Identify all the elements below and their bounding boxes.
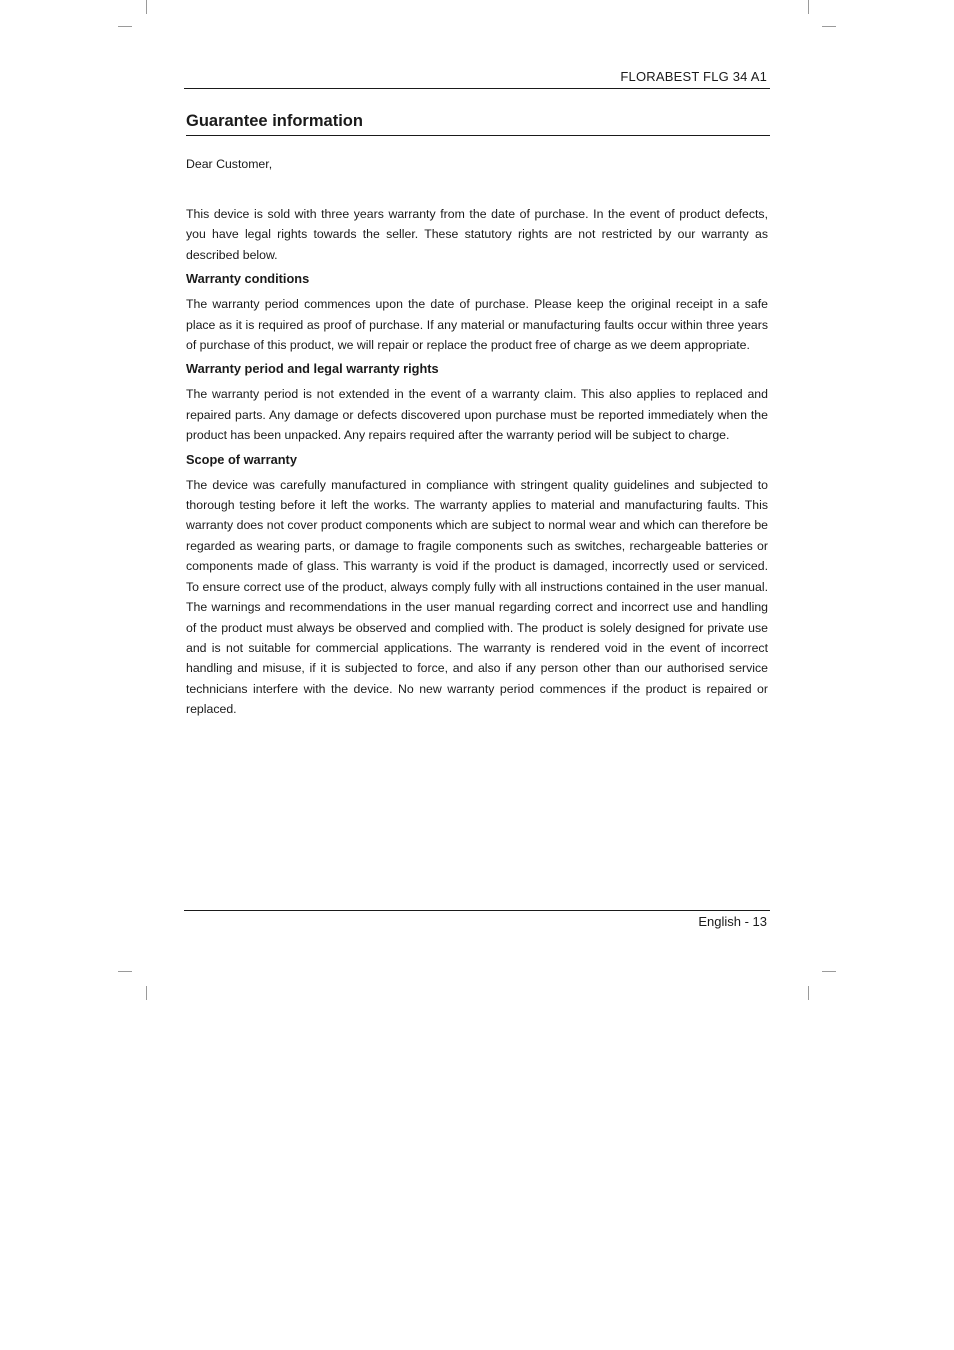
title-rule	[186, 135, 770, 136]
greeting: Dear Customer,	[186, 157, 273, 171]
crop-mark-top-right-horizontal	[822, 26, 836, 27]
crop-mark-top-left-vertical	[146, 0, 147, 14]
intro-paragraph: This device is sold with three years warranty from the date of purchase. In the event of product defects, you have legal rights towards the seller. These statutory rights are not restricted by our warranty as described below.	[186, 207, 768, 262]
section-heading-warranty-conditions: Warranty conditions	[186, 271, 310, 287]
section-heading-scope-of-warranty: Scope of warranty	[186, 451, 297, 467]
crop-mark-top-left-horizontal	[118, 26, 132, 27]
section-text-warranty-conditions: The warranty period commences upon the date of purchase. Please keep the original receipt in a safe place as it is required as proof of purchase. If any material or manufacturing faults occur within three years of purchase of this product, we will repair or replace the product free of charge as we deem appropriate.	[186, 297, 768, 353]
header-rule	[184, 88, 770, 89]
page-title: Guarantee information	[186, 112, 363, 130]
section-text-warranty-period: The warranty period is not extended in the event of a warranty claim. This also applies to replaced and repaired parts. Any damage or defects discovered upon purchase must be reported immediately when the product has been unpacked. Any repairs required after the warranty period will be subject to charge.	[186, 387, 768, 443]
footer-page-label: English - 13	[698, 914, 767, 929]
header-product-label: FLORABEST FLG 34 A1	[620, 69, 767, 84]
crop-mark-bottom-left-horizontal	[118, 971, 132, 972]
crop-mark-bottom-left-vertical	[146, 986, 147, 1000]
section-heading-warranty-period: Warranty period and legal warranty rights	[186, 361, 439, 377]
body-content	[186, 204, 768, 725]
crop-mark-bottom-right-vertical	[808, 986, 809, 1000]
crop-mark-top-right-vertical	[808, 0, 809, 14]
crop-mark-bottom-right-horizontal	[822, 971, 836, 972]
footer-rule	[184, 910, 770, 911]
section-text-scope-of-warranty: The device was carefully manufactured in compliance with stringent quality guidelines and subjected to thorough testing before it left the works. The warranty applies to material and manufacturing faults. This warranty does not cover product components which are subject to normal wear and which can therefore be regarded as wearing parts, or damage to fragile components such as switches, rechargeable batteries or components made of glass. This warranty is void if the product is damaged, incorrectly used or serviced. To ensure correct use of the product, always comply fully with all instructions contained in the user manual. The warnings and recommendations in the user manual regarding correct and incorrect use and handling of the product must always be observed and complied with. The product is solely designed for private use and is not suitable for commercial applications. The warranty is rendered void in the event of incorrect handling and misuse, if it is subjected to force, and also if any person other than our authorised service technicians interfere with the device. No new warranty period commences if the product is repaired or replaced.	[186, 477, 768, 717]
